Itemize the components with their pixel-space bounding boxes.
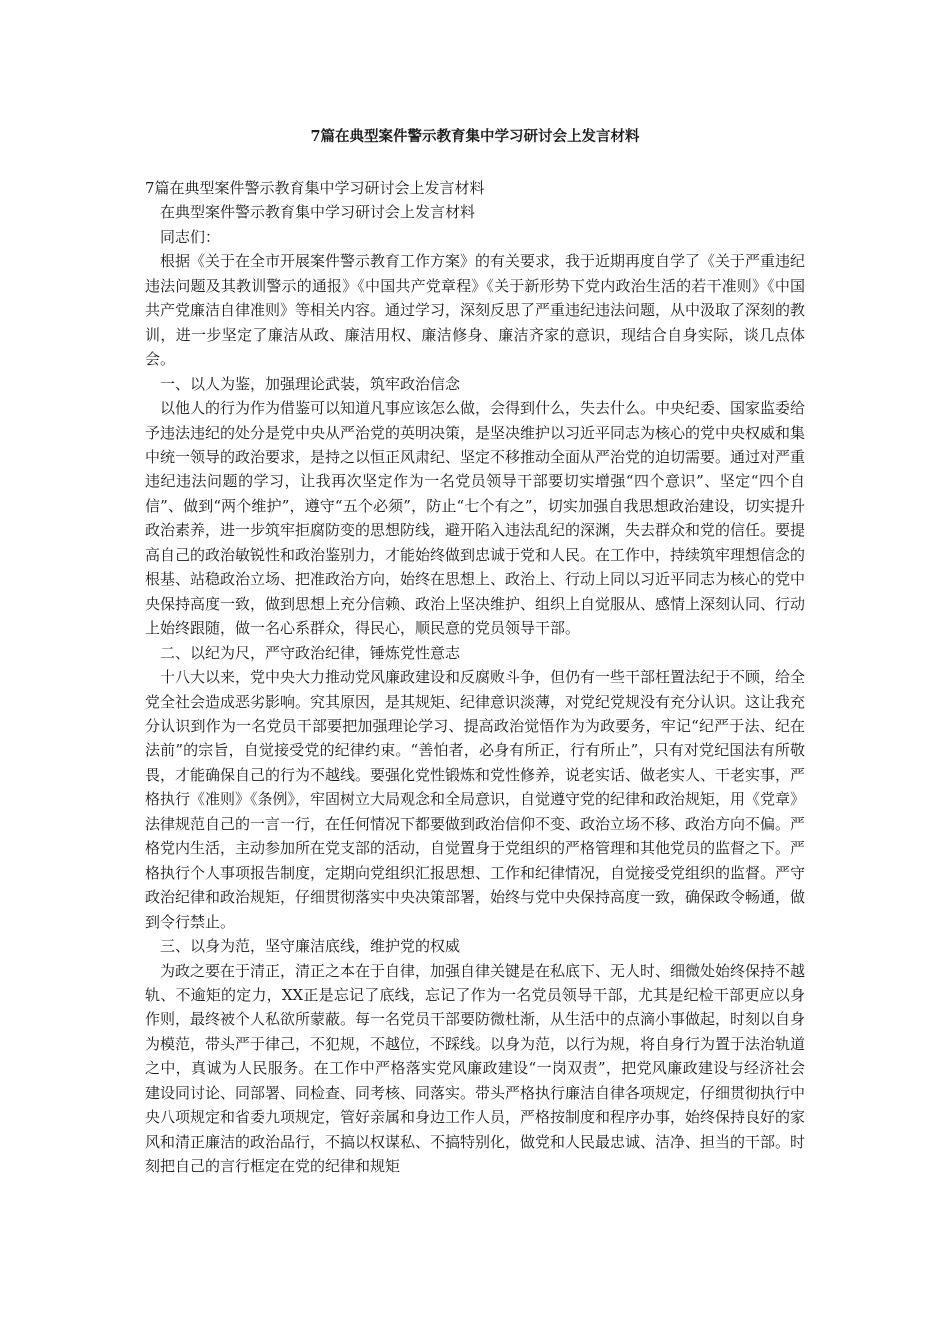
document-title: 7篇在典型案件警示教育集中学习研讨会上发言材料 xyxy=(310,128,640,145)
section-paragraph-3: 为政之要在于清正，清正之本在于自律，加强自律关键是在私底下、无人时、细微处始终保持不越轨、不逾矩的定力，XX正是忘记了底线，忘记了作为一名党员领导干部，尤其是纪检干部更应以身作则，最终被个人私欲所蒙蔽。每一名党员干部要防微杜渐，从生活中的点滴小事做起，时刻以自身为模范，带头严于律己，不犯规，不越位，不踩线。以身为范，以行为规，将自身行为置于法治轨道之中，真诚为人民服务。在工作中严格落实党风廉政建设“一岗双责”，把党风廉政建设与经济社会建设同讨论、同部署、同检查、同考核、同落实。带头严格执行廉洁自律各项规定，仔细贯彻执行中央八项规定和省委九项规定，管好亲属和身边工作人员，严格按制度和程序办事，始终保持良好的家风和清正廉洁的政治品行，不搞以权谋私、不搞特别化，做党和人民最忠诚、洁净、担当的干部。时刻把自己的言行框定在党的纪律和规矩 xyxy=(145,961,806,1176)
subtitle-line-1: 7篇在典型案件警示教育集中学习研讨会上发言材料 xyxy=(145,179,485,197)
section-paragraph-1: 以他人的行为作为借鉴可以知道凡事应该怎么做，会得到什么，失去什么。中央纪委、国家监委给予违法违纪的处分是党中央从严治党的英明决策，是坚决维护以习近平同志为核心的党中央权威和集中统一领导的政治要求，是持之以恒正风肃纪、坚定不移推动全面从严治党的迫切需要。通过对严重违纪违法问题的学习，让我再次坚定作为一名党员领导干部要切实增强“四个意识”、坚定“四个自信”、做到“两个维护”，遵守“五个必须”，防止“七个有之”，切实加强自我思想政治建设，切实提升政治素养，进一步筑牢拒腐防变的思想防线，避开陷入违法乱纪的深渊，失去群众和党的信任。要提高自己的政治敏锐性和政治鉴别力，才能始终做到忠诚于党和人民。在工作中，持续筑牢理想信念的根基、站稳政治立场、把准政治方向，始终在思想上、政治上、行动上同以习近平同志为核心的党中央保持高度一致，做到思想上充分信赖、政治上坚决维护、组织上自觉服从、感情上深刻认同、行动上始终跟随，做一名心系群众，得民心，顺民意的党员领导干部。 xyxy=(145,399,806,638)
section-paragraph-2: 十八大以来，党中央大力推动党风廉政建设和反腐败斗争，但仍有一些干部枉置法纪于不顾，给全党全社会造成恶劣影响。究其原因，是其规矩、纪律意识淡薄，对党纪党规没有充分认识。这让我充分认识到作为一名党员干部要把加强理论学习、提高政治觉悟作为为政要务，牢记“纪严于法、纪在法前”的宗旨，自觉接受党的纪律约束。“善怕者，必身有所正，行有所止”，只有对党纪国法有所敬畏，才能确保自己的行为不越线。要强化党性锻炼和党性修养，说老实话、做老实人、干老实事，严格执行《准则》《条例》，牢固树立大局观念和全局意识，自觉遵守党的纪律和政治规矩，用《党章》法律规范自己的一言一行，在任何情况下都要做到政治信仰不变、政治立场不移、政治方向不偏。严格党内生活，主动参加所在党支部的活动，自觉置身于党组织的严格管理和其他党员的监督之下。严格执行个人事项报告制度，定期向党组织汇报思想、工作和纪律情况，自觉接受党组织的监督。严守政治纪律和政治规矩，仔细贯彻落实中央决策部署，始终与党中央保持高度一致，确保政令畅通，做到令行禁止。 xyxy=(145,668,806,931)
subtitle-line-2: 在典型案件警示教育集中学习研讨会上发言材料 xyxy=(160,203,476,222)
greeting: 同志们： xyxy=(160,227,221,246)
section-heading-3: 三、以身为范，坚守廉洁底线，维护党的权威 xyxy=(160,937,461,956)
section-heading-2: 二、以纪为尺，严守政治纪律，锤炼党性意志 xyxy=(160,643,461,662)
section-heading-1: 一、以人为鉴，加强理论武装，筑牢政治信念 xyxy=(160,374,461,393)
document-page xyxy=(145,124,805,1179)
intro-paragraph: 根据《关于在全市开展案件警示教育工作方案》的有关要求，我于近期再度自学了《关于严重违纪违法问题及其教训警示的通报》《中国共产党章程》《关于新形势下党内政治生活的若干准则》《中国共产党廉洁自律准则》等相关内容。通过学习，深刻反思了严重违纪违法问题，从中汲取了深刻的教训，进一步坚定了廉洁从政、廉洁用权、廉洁修身、廉洁齐家的意识，现结合自身实际，谈几点体会。 xyxy=(145,252,806,369)
